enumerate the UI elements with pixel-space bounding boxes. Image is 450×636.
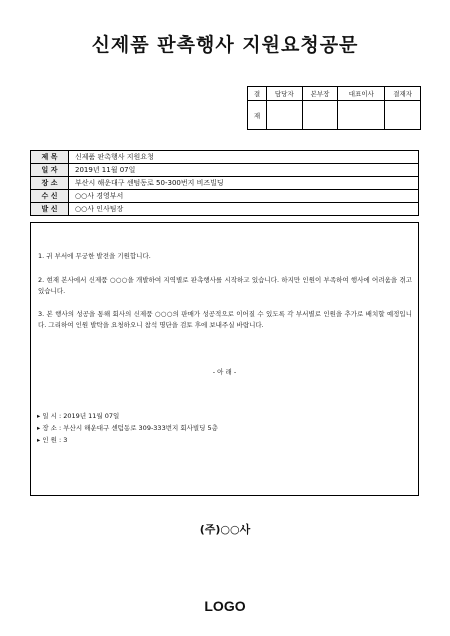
- bullet-people: ▸ 인 원 : 3: [37, 436, 68, 444]
- info-value: 2019년 11월 07일: [69, 164, 419, 177]
- paragraph-2: 2. 현재 본사에서 신제품 ○○○을 개발하여 지역별로 판촉행사를 시작하고 있습니다. 하지만 인원이 부족하여 행사에 어려움을 겪고 있습니다.: [38, 276, 412, 295]
- approval-box: [247, 86, 421, 130]
- approval-side-bottom: 재: [248, 101, 267, 130]
- below-marker: - 아 래 -: [212, 368, 237, 376]
- info-row-subject: [31, 151, 419, 164]
- approval-header-approver: 결재자: [385, 87, 421, 101]
- approval-header-director: 본부장: [302, 87, 338, 101]
- info-value: ○○사 경영부서: [69, 190, 419, 203]
- approval-header-ceo: 대표이사: [338, 87, 385, 101]
- paragraph-3: 3. 본 행사의 성공을 통해 회사의 신제품 ○○○의 판매가 성공적으로 이어질 수 있도록 각 부서별로 인원을 추가로 배치할 예정입니다. 그리하여 인원 발탁을 요청하오니 참석 명단을 검토 후에 보내주실 바랍니다.: [38, 310, 412, 329]
- document-title: 신제품 판촉행사 지원요청공문: [91, 34, 359, 56]
- paragraph-1: 1. 귀 부서에 무궁한 발전을 기원합니다.: [38, 252, 151, 260]
- approval-sign-staff: [267, 101, 303, 130]
- info-row-date: [31, 164, 419, 177]
- approval-side-top: 결: [248, 87, 267, 101]
- info-label: 장 소: [31, 177, 69, 190]
- info-label: 일 자: [31, 164, 69, 177]
- approval-sign-director: [302, 101, 338, 130]
- company-name: (주)○○사: [199, 523, 251, 536]
- info-label: 발 신: [31, 203, 69, 216]
- info-label: 제 목: [31, 151, 69, 164]
- info-row-recipient: [31, 190, 419, 203]
- bullet-date: ▸ 일 시 : 2019년 11월 07일: [37, 412, 120, 420]
- info-value: 신제품 판촉행사 지원요청: [69, 151, 419, 164]
- info-table: [30, 150, 419, 216]
- approval-sign-approver: [385, 101, 421, 130]
- bullet-place: ▸ 장 소 : 부산시 해운대구 센텀동로 309-333번지 회사빌딩 5층: [37, 424, 218, 432]
- approval-sign-ceo: [338, 101, 385, 130]
- info-value: ○○사 인사팀장: [69, 203, 419, 216]
- info-row-sender: [31, 203, 419, 216]
- info-value: 부산시 해운대구 센텀동로 50-300번지 비즈빌딩: [69, 177, 419, 190]
- approval-header-staff: 담당자: [267, 87, 303, 101]
- info-row-place: [31, 177, 419, 190]
- logo: LOGO: [204, 598, 246, 614]
- info-label: 수 신: [31, 190, 69, 203]
- body-content: [30, 222, 419, 496]
